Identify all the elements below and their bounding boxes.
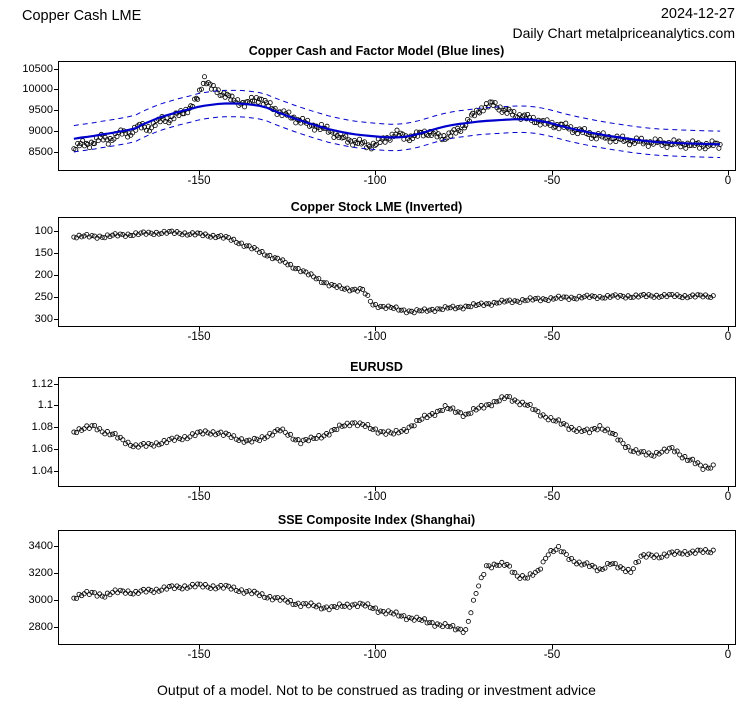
panel-3-title: EURUSD [350, 360, 403, 374]
y-tick-label: 1.1 [37, 399, 53, 411]
x-tick-label: -150 [187, 331, 211, 343]
y-tick-label: 10500 [22, 63, 53, 75]
x-tick-mark [728, 327, 729, 331]
y-tick-mark [54, 573, 58, 574]
y-tick-label: 9000 [28, 125, 53, 137]
y-tick-mark [54, 627, 58, 628]
y-tick-mark [54, 131, 58, 132]
x-tick-mark [728, 645, 729, 649]
y-tick-label: 300 [34, 313, 53, 325]
x-tick-mark [199, 327, 200, 331]
y-tick-mark [54, 253, 58, 254]
x-tick-mark [375, 645, 376, 649]
panel-2-title: Copper Stock LME (Inverted) [290, 200, 463, 214]
x-tick-mark [552, 171, 553, 175]
y-tick-label: 200 [34, 269, 53, 281]
page-title: Copper Cash LME [22, 8, 142, 24]
y-tick-label: 10000 [22, 83, 53, 95]
chart-source: Daily Chart metalpriceanalytics.com [512, 25, 735, 41]
x-tick-label: -50 [543, 175, 561, 187]
x-tick-label: -150 [187, 649, 211, 661]
x-tick-mark [728, 487, 729, 491]
y-tick-mark [54, 384, 58, 385]
x-tick-label: -50 [543, 331, 561, 343]
x-tick-label: -150 [187, 491, 211, 503]
y-tick-mark [54, 449, 58, 450]
y-tick-label: 150 [34, 247, 53, 259]
y-tick-label: 250 [34, 291, 53, 303]
y-tick-mark [54, 231, 58, 232]
x-tick-label: -100 [363, 175, 387, 187]
x-tick-mark [728, 171, 729, 175]
x-tick-mark [552, 487, 553, 491]
x-tick-mark [375, 327, 376, 331]
y-tick-mark [54, 297, 58, 298]
panel-4-title: SSE Composite Index (Shanghai) [277, 513, 476, 527]
y-tick-mark [54, 319, 58, 320]
x-tick-mark [199, 645, 200, 649]
x-tick-label: 0 [724, 491, 732, 503]
x-tick-mark [375, 171, 376, 175]
y-tick-mark [54, 600, 58, 601]
y-tick-label: 1.08 [31, 421, 53, 433]
y-tick-mark [54, 471, 58, 472]
x-tick-label: 0 [724, 175, 732, 187]
x-tick-label: -150 [187, 175, 211, 187]
y-tick-mark [54, 427, 58, 428]
y-tick-label: 3000 [28, 594, 53, 606]
y-tick-label: 2800 [28, 621, 53, 633]
plot-area-eurusd [58, 377, 736, 487]
y-tick-label: 1.12 [31, 378, 53, 390]
x-tick-mark [375, 487, 376, 491]
y-tick-mark [54, 89, 58, 90]
plot-area-copper-cash [58, 61, 736, 171]
panel-sse-composite [0, 513, 753, 668]
y-tick-mark [54, 546, 58, 547]
x-tick-mark [199, 171, 200, 175]
chart-date: 2024-12-27 [660, 6, 735, 22]
panel-copper-cash [0, 44, 753, 194]
x-tick-label: -50 [543, 491, 561, 503]
y-tick-label: 9500 [28, 104, 53, 116]
y-tick-label: 1.04 [31, 465, 53, 477]
x-tick-mark [552, 645, 553, 649]
plot-area-sse-composite [58, 530, 736, 645]
x-tick-label: -100 [363, 331, 387, 343]
y-tick-label: 3200 [28, 567, 53, 579]
x-tick-label: -50 [543, 649, 561, 661]
y-tick-label: 100 [34, 225, 53, 237]
x-tick-label: -100 [363, 491, 387, 503]
x-tick-label: -100 [363, 649, 387, 661]
y-tick-mark [54, 110, 58, 111]
x-tick-mark [552, 327, 553, 331]
y-tick-label: 1.06 [31, 443, 53, 455]
disclaimer-text: Output of a model. Not to be construed as trading or investment advice [157, 682, 596, 698]
y-tick-mark [54, 275, 58, 276]
panel-eurusd [0, 360, 753, 510]
y-tick-label: 8500 [28, 146, 53, 158]
panel-copper-stock [0, 200, 753, 350]
x-tick-mark [199, 487, 200, 491]
y-tick-mark [54, 152, 58, 153]
panel-1-title: Copper Cash and Factor Model (Blue lines) [248, 44, 505, 58]
y-tick-mark [54, 405, 58, 406]
y-tick-label: 3400 [28, 540, 53, 552]
y-tick-mark [54, 69, 58, 70]
plot-area-copper-stock [58, 217, 736, 327]
x-tick-label: 0 [724, 331, 732, 343]
x-tick-label: 0 [724, 649, 732, 661]
